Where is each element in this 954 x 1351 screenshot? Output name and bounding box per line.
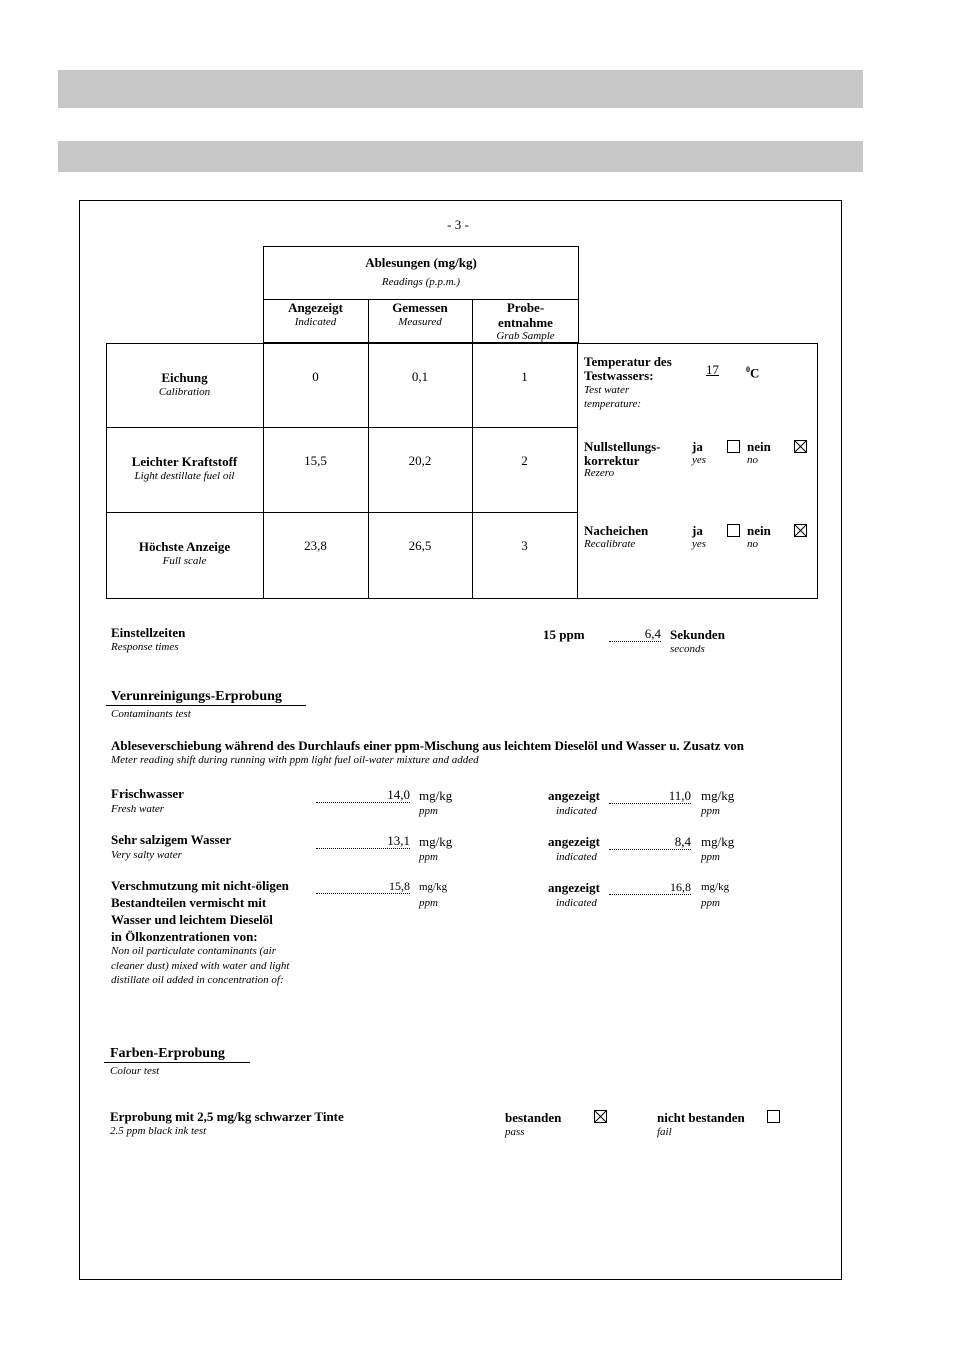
salty-en: Very salty water xyxy=(111,849,182,861)
fresh-unit-en: ppm xyxy=(419,805,438,817)
col-indicated-en: Indicated xyxy=(294,316,337,328)
particulate-ind-en: indicated xyxy=(556,897,597,909)
colour-heading-en: Colour test xyxy=(110,1065,160,1077)
cell-fullscale-grab: 3 xyxy=(521,538,528,553)
contaminants-heading-underline xyxy=(106,705,306,706)
particulate-en-3: distillate oil added in concentration of: xyxy=(111,974,284,986)
fail-checkbox[interactable] xyxy=(767,1110,780,1123)
rezero-de-1: Nullstellungs- xyxy=(584,439,661,454)
salty-unit: mg/kg xyxy=(419,834,453,849)
row-fullscale-de: Höchste Anzeige xyxy=(138,539,231,554)
particulate-de-2: Bestandteilen vermischt mit xyxy=(111,895,267,910)
rezero-no-checkbox[interactable] xyxy=(794,440,807,453)
response-de: Einstellzeiten xyxy=(111,625,186,640)
readings-subtitle: Readings (p.p.m.) xyxy=(381,276,461,288)
cell-fuel-grab: 2 xyxy=(521,453,528,468)
check-cross-icon xyxy=(595,1111,606,1122)
recal-yes-checkbox[interactable] xyxy=(727,524,740,537)
fail-de: nicht bestanden xyxy=(657,1110,745,1125)
rezero-yes-de: ja xyxy=(692,439,703,454)
row-calibration-de: Eichung xyxy=(161,370,208,385)
header-bar xyxy=(58,70,863,108)
particulate-unit: mg/kg xyxy=(419,881,448,893)
salty-ind-value: 8,4 xyxy=(609,835,691,850)
col-grab-de-1: Probe- xyxy=(506,300,545,315)
colour-heading: Farben-Erprobung xyxy=(110,1046,225,1061)
salty-ind-unit: mg/kg xyxy=(701,834,735,849)
pass-de: bestanden xyxy=(505,1110,562,1125)
temp-en-1: Test water xyxy=(584,384,630,396)
recal-no-checkbox[interactable] xyxy=(794,524,807,537)
particulate-de-1: Verschmutzung mit nicht-öligen xyxy=(111,878,289,893)
salty-de: Sehr salzigem Wasser xyxy=(111,832,232,847)
recal-yes-en: yes xyxy=(692,538,707,550)
response-value: 6,4 xyxy=(609,627,661,642)
pass-en: pass xyxy=(505,1126,525,1138)
contaminants-heading: Verunreinigungs-Erprobung xyxy=(111,689,282,704)
table-vline-4 xyxy=(577,343,578,599)
particulate-ind-unit-en: ppm xyxy=(701,897,720,909)
fresh-ind-value: 11,0 xyxy=(609,789,691,804)
cell-calibration-measured: 0,1 xyxy=(411,369,429,384)
rezero-no-de: nein xyxy=(747,439,771,454)
pass-checkbox[interactable] xyxy=(594,1110,607,1123)
particulate-de-3: Wasser und leichtem Dieselöl xyxy=(111,912,273,927)
temp-en-2: temperature: xyxy=(584,398,642,410)
readings-title: Ablesungen (mg/kg) xyxy=(365,255,477,270)
rezero-no-en: no xyxy=(747,454,758,466)
salty-ind-en: indicated xyxy=(556,851,597,863)
shift-en: Meter reading shift during running with ppm light fuel oil-water mixture and added xyxy=(111,754,479,766)
cell-calibration-grab: 1 xyxy=(521,369,528,384)
recal-en: Recalibrate xyxy=(584,538,636,550)
response-unit-de: Sekunden xyxy=(670,627,725,642)
table-hline-1 xyxy=(106,427,578,428)
col-measured-de: Gemessen xyxy=(392,300,448,315)
fresh-unit: mg/kg xyxy=(419,788,453,803)
salty-value: 13,1 xyxy=(316,834,410,849)
rezero-de-2: korrektur xyxy=(584,453,640,468)
rezero-en: Rezero xyxy=(584,467,615,479)
recal-de: Nacheichen xyxy=(584,523,649,538)
particulate-value: 15,8 xyxy=(316,879,410,894)
fresh-ind-unit-en: ppm xyxy=(701,805,720,817)
temp-unit-sup: 0 xyxy=(746,365,750,374)
col-indicated-de: Angezeigt xyxy=(288,300,343,315)
table-hline-2 xyxy=(106,512,578,513)
subheader-bar xyxy=(58,141,863,172)
cell-fuel-indicated: 15,5 xyxy=(304,453,327,468)
row-fullscale-en: Full scale xyxy=(162,555,207,567)
col-measured-en: Measured xyxy=(398,316,442,328)
temp-unit xyxy=(746,363,759,380)
temp-value: 17 xyxy=(706,362,719,377)
salty-unit-en: ppm xyxy=(419,851,438,863)
rezero-yes-en: yes xyxy=(692,454,707,466)
fresh-ind-en: indicated xyxy=(556,805,597,817)
temp-de-2: Testwassers: xyxy=(584,368,654,383)
recal-no-en: no xyxy=(747,538,758,550)
row-fuel-en: Light destillate fuel oil xyxy=(134,470,235,482)
fresh-ind-unit: mg/kg xyxy=(701,788,735,803)
particulate-unit-en: ppm xyxy=(419,897,438,909)
recal-yes-de: ja xyxy=(692,523,703,538)
fresh-de: Frischwasser xyxy=(111,786,184,801)
row-fuel-de: Leichter Kraftstoff xyxy=(131,454,238,469)
cell-calibration-indicated: 0 xyxy=(312,369,319,384)
particulate-en-2: cleaner dust) mixed with water and light xyxy=(111,960,290,972)
cell-fullscale-indicated: 23,8 xyxy=(304,538,327,553)
temp-de-1: Temperatur des xyxy=(584,354,672,369)
contaminants-heading-en: Contaminants test xyxy=(111,708,191,720)
particulate-ind-de: angezeigt xyxy=(548,880,600,895)
col-grab-de-2: entnahme xyxy=(498,315,553,330)
colour-heading-underline xyxy=(104,1062,250,1063)
response-unit-en: seconds xyxy=(670,643,705,655)
fresh-value: 14,0 xyxy=(316,788,410,803)
response-en: Response times xyxy=(111,641,179,653)
check-cross-icon xyxy=(795,525,806,536)
response-level: 15 ppm xyxy=(543,627,585,642)
temp-unit-letter: C xyxy=(750,365,760,381)
col-grab-en: Grab Sample xyxy=(496,330,555,342)
particulate-ind-unit: mg/kg xyxy=(701,881,730,893)
ink-test-de: Erprobung mit 2,5 mg/kg schwarzer Tinte xyxy=(110,1109,344,1124)
row-calibration-en: Calibration xyxy=(158,386,211,398)
particulate-en-1: Non oil particulate contaminants (air xyxy=(111,945,276,957)
page-number: - 3 - xyxy=(447,217,469,232)
rezero-yes-checkbox[interactable] xyxy=(727,440,740,453)
particulate-de-4: in Ölkonzentrationen von: xyxy=(111,929,258,944)
recal-no-de: nein xyxy=(747,523,771,538)
cell-fuel-measured: 20,2 xyxy=(408,453,432,468)
fresh-ind-de: angezeigt xyxy=(548,788,600,803)
cell-fullscale-measured: 26,5 xyxy=(408,538,432,553)
salty-ind-unit-en: ppm xyxy=(701,851,720,863)
fresh-en: Fresh water xyxy=(111,803,165,815)
check-cross-icon xyxy=(795,441,806,452)
ink-test-en: 2.5 ppm black ink test xyxy=(110,1125,207,1137)
salty-ind-de: angezeigt xyxy=(548,834,600,849)
particulate-ind-value: 16,8 xyxy=(609,880,691,895)
shift-de: Ableseverschiebung während des Durchlaufs einer ppm-Mischung aus leichtem Dieselöl und Wasser u. Zusatz von xyxy=(111,738,744,753)
fail-en: fail xyxy=(657,1126,672,1138)
